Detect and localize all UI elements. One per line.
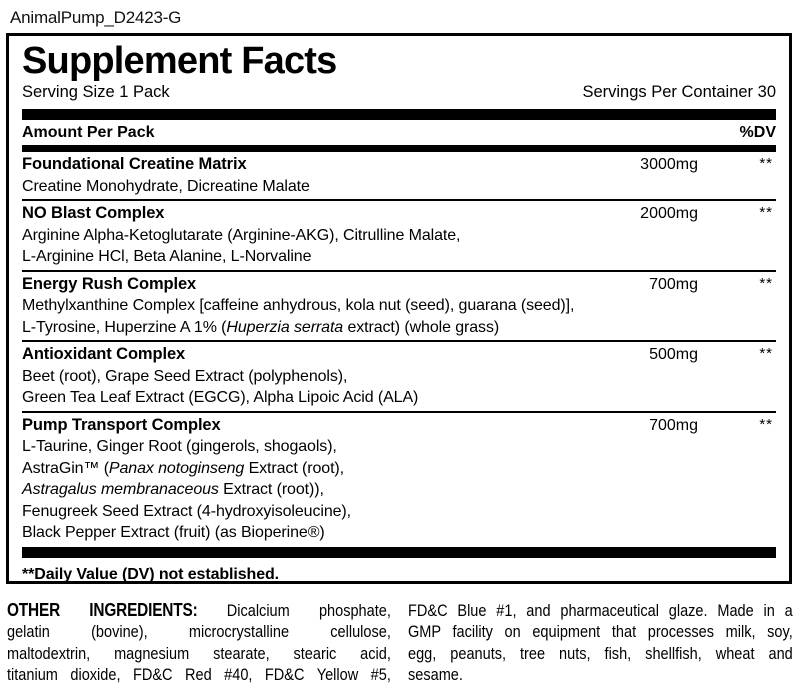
text-segment: GMP facility on equipment that processes milk, soy, — [408, 622, 793, 642]
other-ingredients-line — [7, 643, 391, 664]
ingredient-components — [22, 225, 776, 247]
text-segment: Beet (root), Grape Seed Extract (polyphenols), — [22, 367, 348, 385]
text-segment: Huperzia serrata — [226, 318, 344, 336]
ingredient-dv-value: ** — [759, 415, 773, 433]
ingredient-components — [22, 522, 776, 544]
text-segment: L-Tyrosine, Huperzine A 1% ( — [22, 318, 227, 336]
ingredient-dv-value: ** — [759, 155, 773, 172]
other-ingredients-line — [7, 600, 391, 621]
ingredient-name: Energy Rush Complex — [22, 274, 197, 293]
text-segment: gelatin (bovine), microcrystalline cellulose, — [7, 622, 391, 642]
ingredient-components — [22, 317, 776, 339]
ingredient-name: NO Blast Complex — [22, 204, 165, 222]
text-segment: L-Arginine HCl, Beta Alanine, L-Norvaline — [22, 248, 312, 265]
text-segment: Panax notoginseng — [108, 459, 245, 477]
ingredient-row — [22, 152, 776, 199]
text-segment: titanium dioxide, FD&C Red #40, FD&C Yellow #5, — [7, 665, 391, 685]
ingredient-amount: 500mg — [649, 346, 698, 363]
amount-divider-bar — [22, 145, 776, 152]
other-ingredients-line — [408, 643, 793, 664]
other-ingredients-right-lines — [408, 600, 793, 686]
ingredient-row-header — [22, 274, 776, 296]
ingredient-row — [22, 270, 776, 341]
ingredient-components — [22, 479, 776, 501]
text-segment: egg, peanuts, tree nuts, fish, shellfish, wheat and — [408, 643, 793, 663]
dv-header: %DV — [739, 124, 776, 141]
ingredient-row-header — [22, 154, 776, 176]
amount-per-pack-header: Amount Per Pack — [22, 124, 155, 141]
ingredient-components — [22, 501, 776, 523]
text-segment: extract) (whole grass) — [343, 318, 500, 336]
header-divider-bar — [22, 109, 776, 120]
ingredient-row — [22, 199, 776, 270]
servings-per-container-text: Servings Per Container 30 — [582, 83, 776, 101]
text-segment: Extract (root)), — [218, 481, 324, 498]
ingredient-components — [22, 366, 776, 388]
dv-footnote: **Daily Value (DV) not established. — [22, 565, 280, 583]
ingredient-row-header — [22, 344, 776, 366]
text-segment: maltodextrin, magnesium stearate, stearic acid, — [7, 643, 391, 663]
file-label: AnimalPump_D2423-G — [10, 8, 182, 27]
ingredient-components — [22, 436, 776, 458]
other-ingredients-line — [408, 600, 793, 621]
other-ingredients-left-column — [7, 600, 391, 686]
other-ingredients-line — [7, 621, 391, 642]
other-ingredients-section — [7, 600, 793, 686]
ingredient-name: Antioxidant Complex — [22, 345, 186, 363]
text-segment: Methylxanthine Complex [caffeine anhydrous, kola nut (seed), guarana (seed)], — [22, 297, 575, 314]
text-segment: Dicalcium phosphate, — [197, 601, 391, 620]
other-ingredients-line — [408, 664, 793, 685]
ingredient-amount: 2000mg — [640, 205, 698, 222]
supplement-facts-panel — [6, 33, 792, 584]
footnote-divider-bar — [22, 547, 776, 558]
other-ingredients-left-lines — [7, 600, 391, 686]
ingredient-dv-value: ** — [759, 274, 773, 292]
ingredient-components — [22, 295, 776, 317]
text-segment: L-Taurine, Ginger Root (gingerols, shogaols), — [22, 438, 337, 455]
ingredient-components — [22, 387, 776, 409]
ingredient-dv-value: ** — [759, 204, 773, 221]
panel-title: Supplement Facts — [22, 40, 337, 82]
serving-row — [22, 83, 776, 102]
ingredient-amount: 700mg — [649, 275, 698, 293]
ingredient-amount: 3000mg — [640, 156, 698, 173]
ingredient-amount: 700mg — [649, 416, 698, 434]
ingredient-row-header — [22, 203, 776, 225]
ingredient-components — [22, 458, 776, 480]
text-segment: Fenugreek Seed Extract (4-hydroxyisoleucine), — [22, 502, 351, 520]
text-segment: sesame. — [408, 665, 463, 685]
ingredient-dv-value: ** — [759, 345, 773, 362]
other-ingredients-line — [408, 621, 793, 642]
ingredient-components — [22, 246, 776, 268]
serving-size-text: Serving Size 1 Pack — [22, 83, 170, 101]
text-segment: Creatine Monohydrate, Dicreatine Malate — [22, 177, 310, 195]
ingredient-components — [22, 176, 776, 198]
ingredient-row-header — [22, 415, 776, 437]
text-segment: Arginine Alpha-Ketoglutarate (Arginine-AKG), Citrulline Malate, — [22, 226, 461, 244]
text-segment: Extract (root), — [244, 459, 344, 477]
ingredient-name: Pump Transport Complex — [22, 415, 221, 434]
other-ingredients-heading: OTHER INGREDIENTS: — [7, 600, 198, 620]
amount-header-row — [22, 120, 776, 145]
text-segment: Black Pepper Extract (fruit) (as Bioperine®) — [22, 524, 325, 541]
text-segment: AstraGin™ ( — [22, 459, 109, 477]
ingredient-row — [22, 340, 776, 411]
text-segment: Green Tea Leaf Extract (EGCG), Alpha Lipoic Acid (ALA) — [22, 389, 419, 406]
other-ingredients-right-column — [408, 600, 793, 686]
other-ingredients-line — [7, 664, 391, 685]
text-segment: Astragalus membranaceous — [22, 481, 219, 498]
text-segment: FD&C Blue #1, and pharmaceutical glaze. Made in a — [408, 601, 793, 620]
ingredient-row — [22, 411, 776, 546]
ingredient-name: Foundational Creatine Matrix — [22, 155, 247, 173]
ingredient-rows — [22, 152, 776, 546]
